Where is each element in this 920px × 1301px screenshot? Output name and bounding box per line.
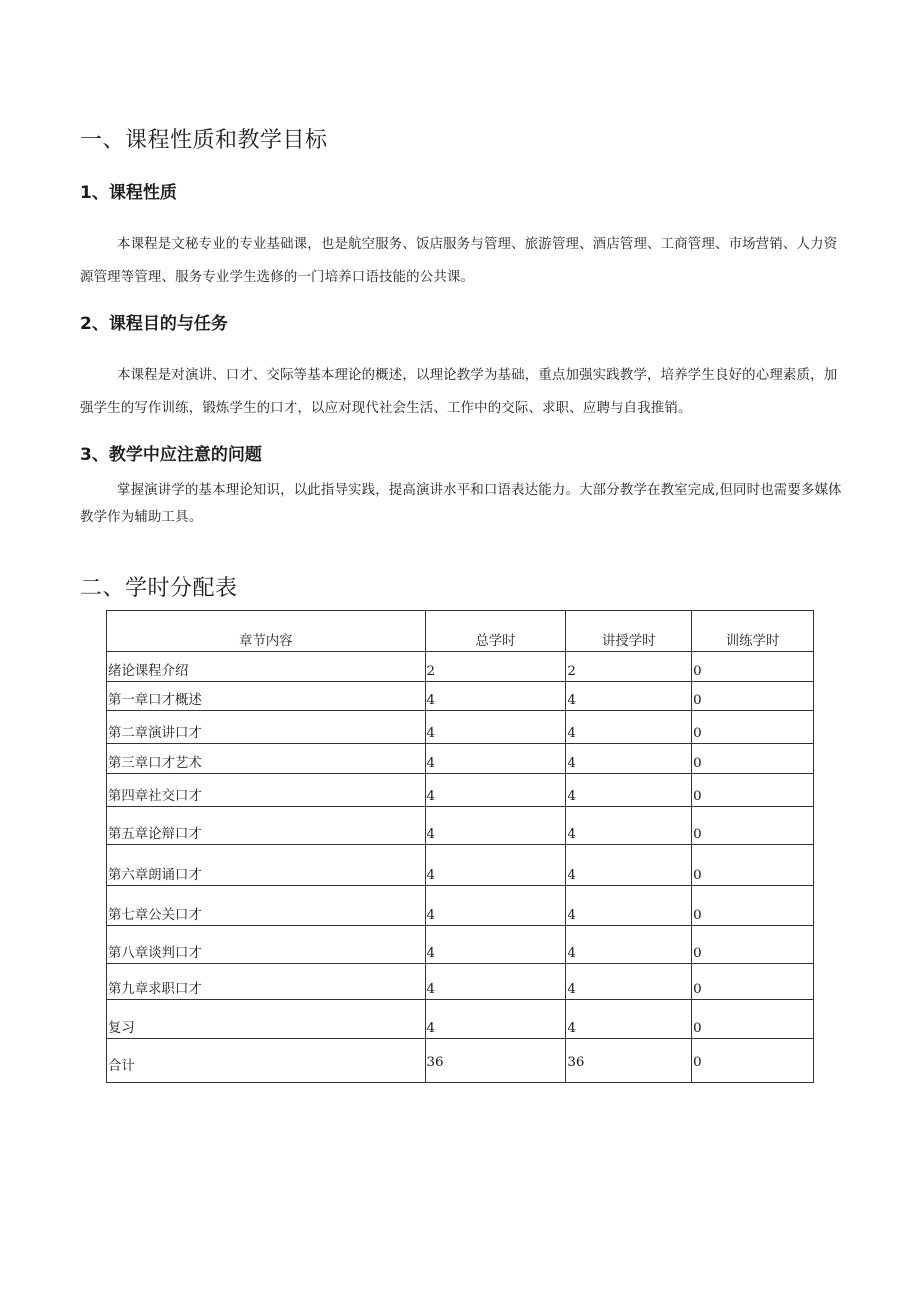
cell-chapter: 绪论课程介绍 [107, 652, 426, 682]
cell-chapter: 第一章口才概述 [107, 682, 426, 711]
cell-chapter: 合计 [107, 1039, 426, 1083]
cell-lecture: 4 [566, 682, 692, 711]
cell-total: 4 [425, 845, 566, 886]
cell-training: 0 [692, 886, 814, 926]
cell-total: 4 [425, 711, 566, 744]
cell-lecture: 4 [566, 807, 692, 845]
table-row [107, 845, 814, 886]
table-row [107, 774, 814, 807]
header-lecture-hours: 讲授学时 [566, 611, 692, 652]
cell-training: 0 [692, 926, 814, 964]
cell-lecture: 4 [566, 1000, 692, 1039]
cell-total: 4 [425, 807, 566, 845]
cell-lecture: 4 [566, 774, 692, 807]
subsection-2-text: 本课程是对演讲、口才、交际等基本理论的概述，以理论教学为基础，重点加强实践教学，培养学生良好的心理素质，加强学生的写作训练，锻炼学生的口才，以应对现代社会生活、工作中的交际、求职、应聘与自我推销。 [80, 368, 838, 416]
cell-training: 0 [692, 774, 814, 807]
table-row [107, 652, 814, 682]
cell-training: 0 [692, 682, 814, 711]
cell-chapter: 第四章社交口才 [107, 774, 426, 807]
cell-chapter: 复习 [107, 1000, 426, 1039]
cell-training: 0 [692, 744, 814, 774]
table-header-row [107, 611, 814, 652]
subsection-3-title: 3、教学中应注意的问题 [80, 445, 262, 465]
cell-training: 0 [692, 807, 814, 845]
cell-total: 36 [425, 1039, 566, 1083]
cell-chapter: 第六章朗诵口才 [107, 845, 426, 886]
table-row [107, 926, 814, 964]
cell-total: 4 [425, 964, 566, 1000]
cell-chapter: 第九章求职口才 [107, 964, 426, 1000]
cell-total: 4 [425, 886, 566, 926]
hours-table [106, 610, 814, 1083]
subsection-2-title: 2、课程目的与任务 [80, 314, 228, 334]
cell-training: 0 [692, 1039, 814, 1083]
table-row [107, 711, 814, 744]
cell-training: 0 [692, 711, 814, 744]
cell-lecture: 4 [566, 964, 692, 1000]
cell-chapter: 第二章演讲口才 [107, 711, 426, 744]
cell-training: 0 [692, 845, 814, 886]
cell-total: 4 [425, 682, 566, 711]
cell-total: 4 [425, 1000, 566, 1039]
header-training-hours: 训练学时 [692, 611, 814, 652]
cell-lecture: 4 [566, 886, 692, 926]
cell-training: 0 [692, 964, 814, 1000]
cell-lecture: 4 [566, 744, 692, 774]
cell-lecture: 4 [566, 711, 692, 744]
table-row-total [107, 1039, 814, 1083]
cell-training: 0 [692, 1000, 814, 1039]
table-row [107, 744, 814, 774]
cell-total: 4 [425, 926, 566, 964]
table-row [107, 1000, 814, 1039]
table-row [107, 886, 814, 926]
subsection-1-title: 1、课程性质 [80, 183, 177, 203]
cell-lecture: 4 [566, 926, 692, 964]
header-total-hours: 总学时 [425, 611, 566, 652]
cell-lecture: 2 [566, 652, 692, 682]
cell-lecture: 36 [566, 1039, 692, 1083]
section-1-title: 一、课程性质和教学目标 [80, 128, 328, 153]
cell-chapter: 第八章谈判口才 [107, 926, 426, 964]
cell-total: 2 [425, 652, 566, 682]
cell-chapter: 第五章论辩口才 [107, 807, 426, 845]
section-2-title: 二、学时分配表 [80, 576, 238, 601]
cell-training: 0 [692, 652, 814, 682]
cell-chapter: 第三章口才艺术 [107, 744, 426, 774]
cell-total: 4 [425, 774, 566, 807]
subsection-1-text: 本课程是文秘专业的专业基础课，也是航空服务、饭店服务与管理、旅游管理、酒店管理、工商管理、市场营销、人力资源管理等管理、服务专业学生选修的一门培养口语技能的公共课。 [80, 237, 838, 285]
table-row [107, 807, 814, 845]
cell-total: 4 [425, 744, 566, 774]
subsection-3-text: 掌握演讲学的基本理论知识，以此指导实践，提高演讲水平和口语表达能力。大部分教学在教室完成,但同时也需要多媒体教学作为辅助工具。 [80, 483, 842, 525]
cell-chapter: 第七章公关口才 [107, 886, 426, 926]
cell-lecture: 4 [566, 845, 692, 886]
table-row [107, 964, 814, 1000]
table-row [107, 682, 814, 711]
header-chapter: 章节内容 [107, 611, 426, 652]
